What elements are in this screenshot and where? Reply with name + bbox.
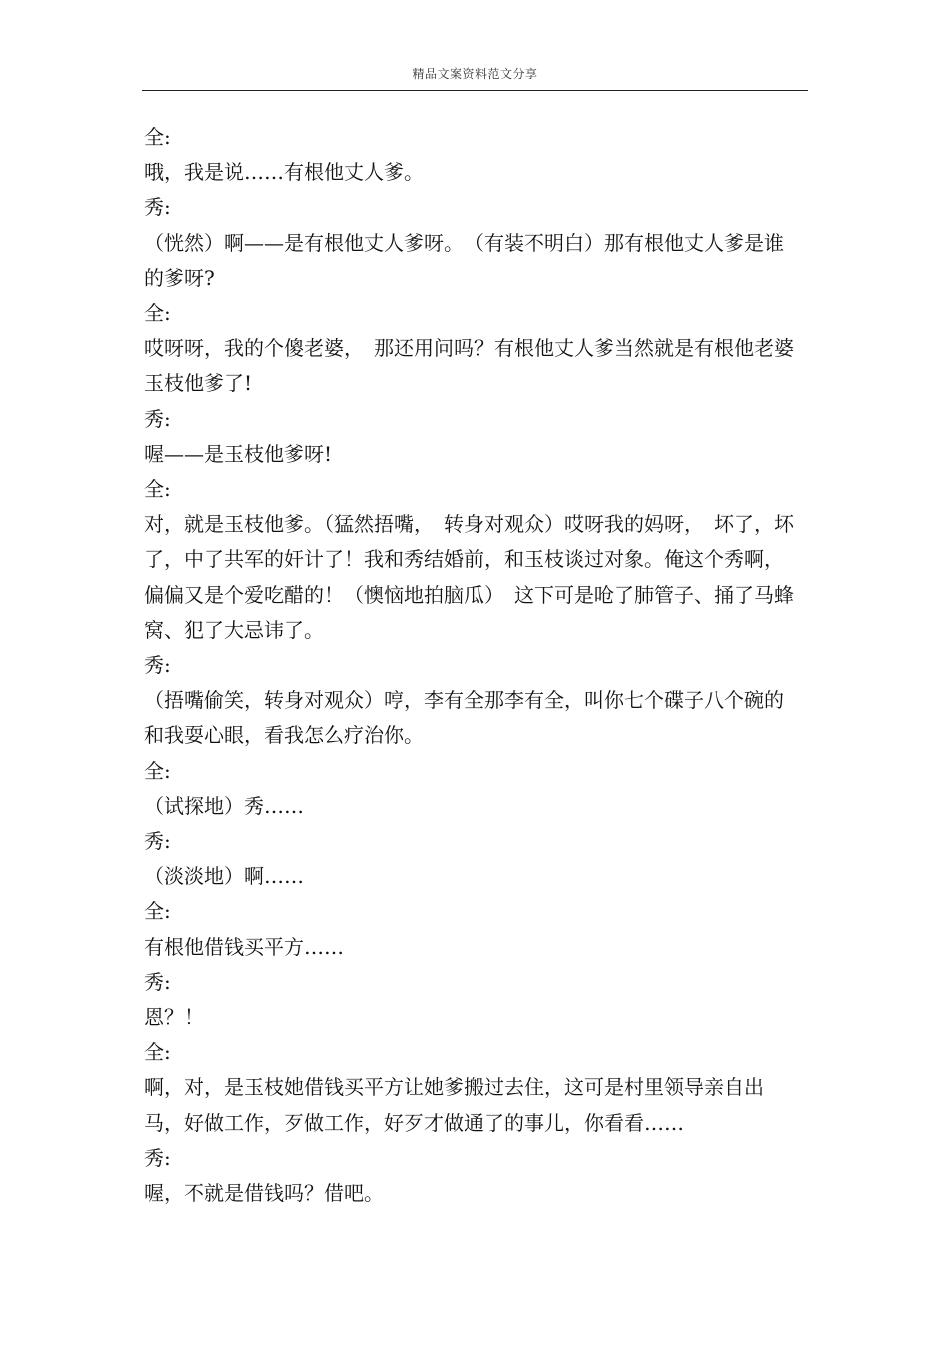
speaker-line: 全: <box>144 301 171 326</box>
page-header-title: 精品文案资料范文分享 <box>412 67 538 81</box>
speaker-line: 全: <box>144 1040 171 1065</box>
dialogue-line: 喔，不就是借钱吗？借吧。 <box>144 1181 384 1206</box>
speaker-line: 秀: <box>144 969 171 994</box>
dialogue-line: 有根他借钱买平方…… <box>144 934 344 959</box>
dialogue-line: 哎呀呀，我的个傻老婆， 那还用问吗？有根他丈人爹当然就是有根他老婆玉枝他爹了! <box>144 336 794 396</box>
speaker-line: 秀: <box>144 195 171 220</box>
speaker-line: 全: <box>144 758 171 783</box>
dialogue-line: （恍然）啊——是有根他丈人爹呀。 （有装不明白）那有根他丈人爹是谁的爹呀? <box>144 230 784 290</box>
dialogue-line: （试探地）秀…… <box>144 793 304 818</box>
header-divider <box>142 90 808 91</box>
speaker-line: 全: <box>144 899 171 924</box>
dialogue-line: 哦，我是说……有根他丈人爹。 <box>144 160 424 185</box>
dialogue-line: （淡淡地）啊…… <box>144 864 304 889</box>
speaker-line: 秀: <box>144 829 171 854</box>
speaker-line: 秀: <box>144 653 171 678</box>
dialogue-line: 恩？！ <box>144 1005 204 1030</box>
dialogue-line: 啊，对，是玉枝她借钱买平方让她爹搬过去住，这可是村里领导亲自出马，好做工作，歹做工作，好歹才做通了的事儿，你看看…… <box>144 1075 764 1135</box>
script-body <box>144 120 794 1211</box>
dialogue-line: 对，就是玉枝他爹。（猛然捂嘴， 转身对观众）哎呀我的妈呀， 坏了，坏了，中了共军的奸计了！我和秀结婚前，和玉枝谈过对象。俺这个秀啊，偏偏又是个爱吃醋的！（懊恼地拍脑瓜） 这下可是呛了肺管子、捅了马蜂窝、犯了大忌讳了。 <box>144 512 794 642</box>
dialogue-line: （捂嘴偷笑，转身对观众）哼，李有全那李有全，叫你七个碟子八个碗的和我耍心眼，看我怎么疗治你。 <box>144 688 784 748</box>
dialogue-line: 喔——是玉枝他爹呀! <box>144 441 333 466</box>
speaker-line: 全: <box>144 477 171 502</box>
speaker-line: 全: <box>144 125 171 149</box>
speaker-line: 秀: <box>144 1145 171 1170</box>
speaker-line: 秀: <box>144 406 171 431</box>
